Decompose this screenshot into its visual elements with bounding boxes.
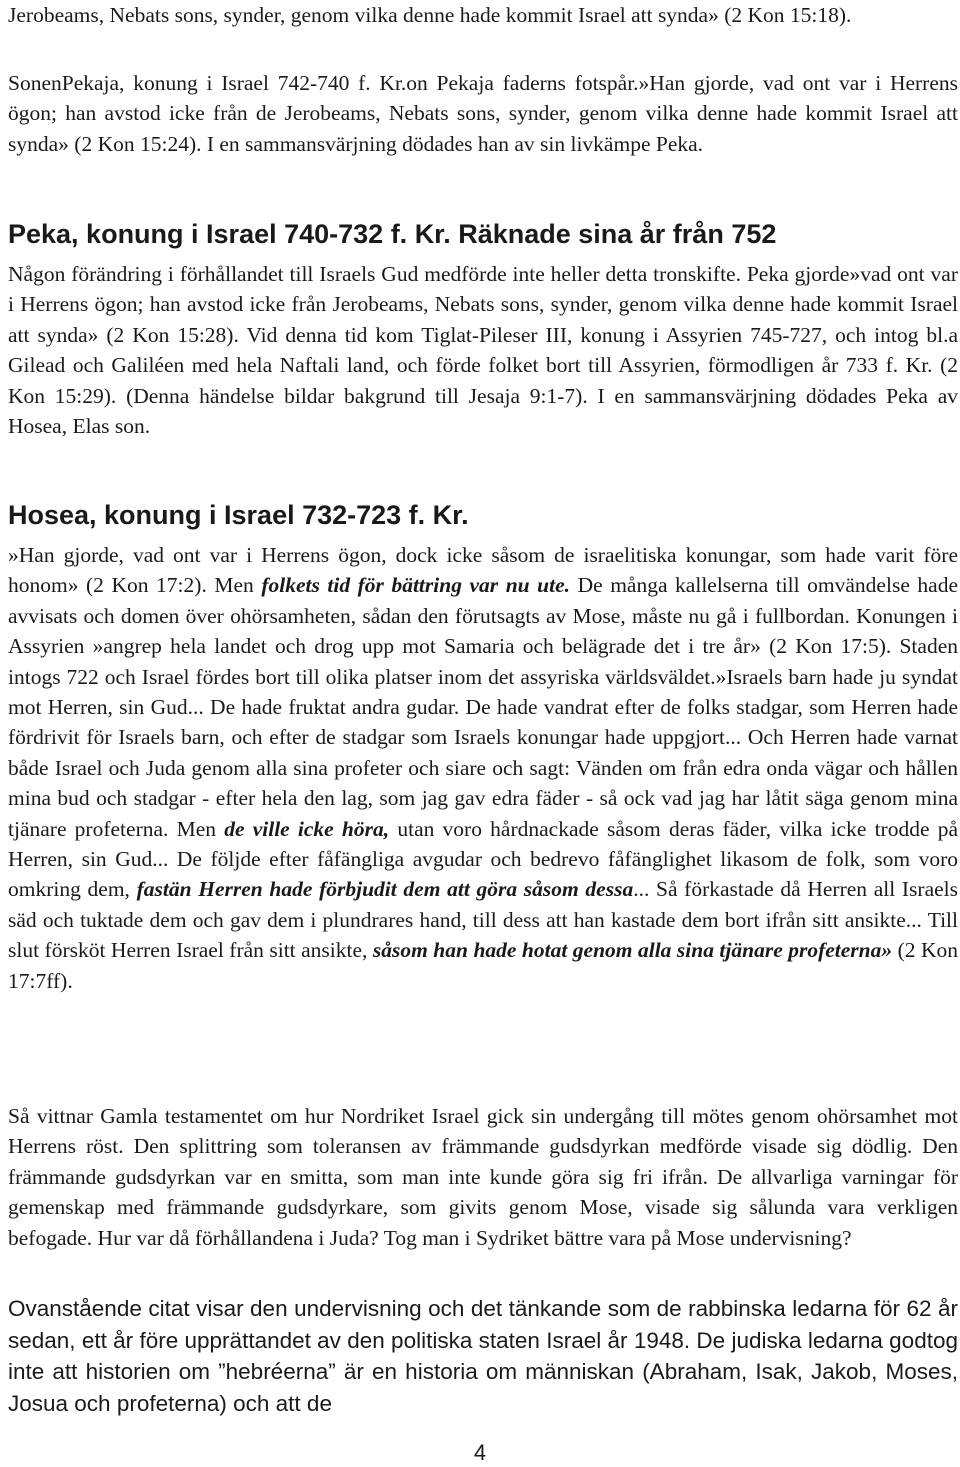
text-run: »Han gjorde, vad ont var i Herrens ögon, dock icke såsom de israelitiska konungar, som hade varit före honom» (2 Kon 17:2). Men <box>8 543 958 598</box>
paragraph-peka: Någon förändring i förhållandet till Israels Gud medförde inte heller detta tronskifte. Peka gjorde»vad ont var i Herrens ögon; han avstod icke från Jerobeams, Nebats sons, synder, genom vilka denne hade kommit Israel att synda» (2 Kon 15:28). Vid denna tid kom Tiglat-Pileser III, konung i Assyrien 745-727, och intog bl.a Gilead och Galiléen med hela Naftali land, och förde folket bort till Assyrien, förmodligen år 733 f. Kr. (2 Kon 15:29). (Denna händelse bildar bakgrund till Jesaja 9:1-7). I en sammansvärjning dödades Peka av Hosea, Elas son. <box>8 262 958 439</box>
paragraph-pekaja: SonenPekaja, konung i Israel 742-740 f. Kr.on Pekaja faderns fotspår.»Han gjorde, vad ont var i Herrens ögon; han avstod icke från de Jerobeams, Nebats sons, synder, genom vilka denne hade kommit Israel att synda» (2 Kon 15:24). I en sammansvärjning dödades han av sin livkämpe Peka. <box>8 71 958 156</box>
emphasis-run: de ville icke höra, <box>224 816 390 841</box>
heading-hosea: Hosea, konung i Israel 732-723 f. Kr. <box>8 500 469 530</box>
emphasis-run: folkets tid för bättring var nu ute. <box>261 573 571 598</box>
text-run: (2 Kon 17:7ff). <box>8 938 959 993</box>
page-number: 4 <box>473 1440 487 1465</box>
paragraph-commentary: Ovanstående citat visar den undervisning och det tänkande som de rabbinska ledarna för 62 år sedan, ett år före upprättandet av den politiska staten Israel år 1948. De judiska ledarna godtog inte att historien om ”hebréerna” är en historia om människan (Abraham, Isak, Jakob, Moses, Josua och profeterna) och att de <box>8 1296 958 1416</box>
text-run: utan voro hårdnackade såsom deras fäder, vilka icke trodde på Herren, sin Gud... De följde efter fåfängliga avgudar och bedrevo fåfänglighet likasom de folk, som voro omkring dem, <box>8 816 958 902</box>
paragraph-summary: Så vittnar Gamla testamentet om hur Nordriket Israel gick sin undergång till mötes genom ohörsamhet mot Herrens röst. Den splittring som toleransen av främmande gudsdyrkan medförde visade sig dödlig. Den främmande gudsdyrkan var en smitta, som man inte kunde göra sig fri ifrån. De allvarliga varningar för gemenskap med främmande gudsdyrkare, som givits genom Mose, visade sig sålunda vara verkligen befogade. Hur var då förhållandena i Juda? Tog man i Sydriket bättre vara på Mose undervisning? <box>8 1104 958 1250</box>
text-run: De många kallelserna till omvändelse hade avvisats och domen över ohörsamheten, sådan den förutsagts av Mose, måste nu gå i fullbordan. Konungen i Assyrien »angrep hela landet och drog upp mot Samaria och belägrade det i tre år» (2 Kon 17:5). Staden intogs 722 och Israel fördes bort till olika platser inom det assyriska världsväldet.»Israels barn hade ju syndat mot Herren, sin Gud... De hade fruktat andra gudar. De hade vandrat efter de folks stadgar, som Herren hade fördrivit för Israels barn, och efter de stadgar som Israels konungar hade uppgjort... Och Herren hade varnat både Israel och Juda genom alla sina profeter och siare och sagt: Vänden om från edra onda vägar och hållen mina bud och stadgar - efter hela den lag, som jag gav edra fäder - så ock vad jag har låtit säga genom mina tjänare profeterna. Men <box>8 573 958 841</box>
paragraph-jerobeams-continued: Jerobeams, Nebats sons, synder, genom vilka denne hade kommit Israel att synda» (2 Kon 15:18). <box>8 3 852 27</box>
emphasis-run: såsom han hade hotat genom alla sina tjänare profeterna» <box>372 938 893 963</box>
text-run: ... Så förkastade då Herren all Israels säd och tuktade dem och gav dem i plundrares hand, till dess att han kastade dem bort ifrån sitt ansikte... Till slut försköt Herren Israel från sitt ansikte, <box>8 877 958 963</box>
emphasis-run: fastän Herren hade förbjudit dem att göra såsom dessa <box>136 877 634 902</box>
paragraph-hosea <box>8 540 958 996</box>
heading-peka: Peka, konung i Israel 740-732 f. Kr. Räknade sina år från 752 <box>8 219 777 249</box>
